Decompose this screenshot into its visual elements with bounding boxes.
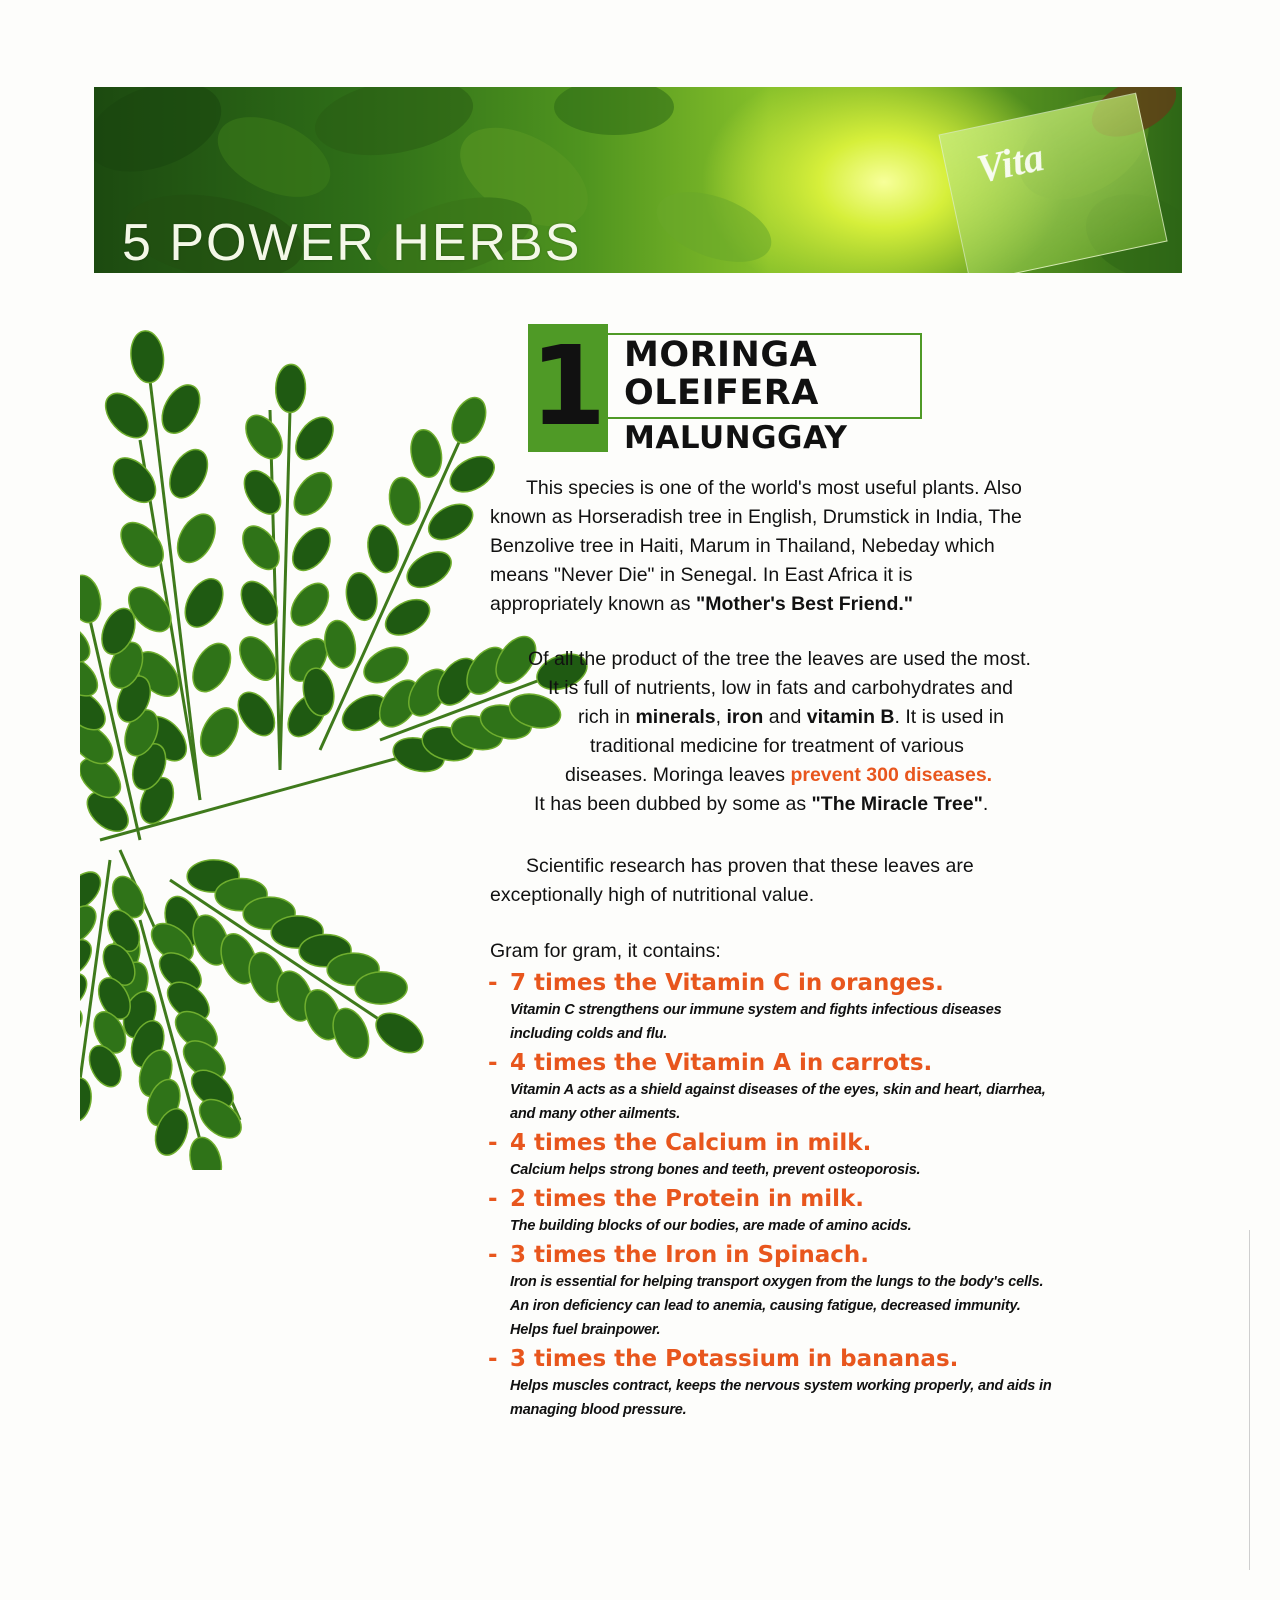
nutrition-facts-list — [488, 968, 1128, 1424]
fact-item — [488, 1184, 1128, 1238]
leaflet — [288, 410, 341, 466]
leaflet — [113, 515, 172, 575]
p2-line2: It is full of nutrients, low in fats and carbohydrates and — [548, 677, 1014, 699]
prevent-diseases-highlight: prevent 300 diseases. — [790, 764, 993, 786]
p3-line2: exceptionally high of nutritional value. — [490, 884, 815, 906]
fact-item — [488, 1344, 1128, 1422]
herb-number: 1 — [529, 322, 607, 450]
leaflet — [154, 379, 207, 440]
facts-intro: Gram for gram, it contains: — [490, 940, 721, 962]
fact-description: Vitamin C strengthens our immune system and fights infectious diseases including colds and flu. — [510, 1002, 1002, 1042]
herb-common-name: MALUNGGAY — [624, 420, 848, 456]
leaflet — [407, 427, 445, 480]
fact-description: Helps muscles contract, keeps the nervous system working properly, and aids in managing blood pressure. — [510, 1378, 1052, 1418]
leaflet — [343, 570, 381, 623]
fact-item — [488, 968, 1128, 1046]
leaflet — [178, 572, 231, 633]
leaflet — [445, 392, 492, 448]
fact-heading: - 4 times the Vitamin A in carrots. — [488, 1050, 933, 1076]
leaflet — [80, 1076, 94, 1123]
p2-line5: diseases. Moringa leaves prevent 300 diseases. — [565, 764, 993, 786]
leaflet — [275, 364, 306, 413]
leaflet — [369, 1005, 430, 1061]
leaflet — [128, 329, 166, 384]
fact-heading: - 3 times the Potassium in bananas. — [488, 1346, 959, 1372]
leaflet — [237, 464, 288, 520]
header-banner — [94, 87, 1182, 273]
fact-item — [488, 1128, 1128, 1182]
leaflet — [287, 466, 340, 522]
p2-line1: Of all the product of the tree the leaves are used the most. — [528, 648, 1031, 670]
leaflet — [364, 523, 402, 576]
leaflet — [355, 971, 408, 1004]
fact-heading: - 4 times the Calcium in milk. — [488, 1130, 872, 1156]
fact-heading: - 7 times the Vitamin C in oranges. — [488, 970, 944, 996]
p1-line3: Benzolive tree in Haiti, Marum in Thailand, Nebeday which — [490, 535, 995, 557]
p3-line1: Scientific research has proven that these leaves are — [526, 855, 974, 877]
leaflet — [285, 521, 338, 577]
leaflet — [235, 520, 286, 576]
p2-line4: traditional medicine for treatment of various — [590, 735, 964, 757]
fact-item — [488, 1048, 1128, 1126]
mothers-best-friend: "Mother's Best Friend." — [695, 593, 914, 615]
research-paragraph — [490, 852, 1090, 910]
banner-title: 5 POWER HERBS — [122, 214, 582, 272]
p1-line4: means "Never Die" in Senegal. In East Africa it is — [490, 564, 913, 586]
leaflet — [162, 443, 215, 504]
leaflet — [238, 409, 289, 465]
scan-edge-line — [1249, 1230, 1250, 1570]
leaflet — [386, 475, 424, 528]
leaflet — [80, 572, 105, 625]
herb-name-line1: MORINGA — [624, 335, 818, 375]
herb-name-line2: OLEIFERA — [624, 373, 819, 413]
leaflet — [231, 686, 282, 742]
fact-heading: - 3 times the Iron in Spinach. — [488, 1242, 870, 1268]
fact-item — [488, 1240, 1128, 1342]
p1-line1: This species is one of the world's most useful plants. Also — [526, 477, 1022, 499]
leaflet — [170, 508, 223, 569]
leaflet — [284, 576, 337, 632]
p1-line2: known as Horseradish tree in English, Drumstick in India, The — [490, 506, 1022, 528]
p1-line5-prefix: appropriately known as — [490, 593, 696, 615]
p2-line6: It has been dubbed by some as "The Miracle Tree". — [534, 793, 989, 815]
leaflet — [185, 637, 238, 698]
leaf-stem — [280, 410, 290, 770]
leaflet — [105, 450, 164, 510]
fact-description: Iron is essential for helping transport oxygen from the lungs to the body's cells. An iron deficiency can lead to anemia, causing fatigue, decreased immunity. Helps fuel brainpower. — [510, 1274, 1044, 1338]
fact-heading: - 2 times the Protein in milk. — [488, 1186, 865, 1212]
leaflet — [97, 385, 156, 445]
intro-paragraph — [490, 474, 1130, 619]
leaflet — [185, 1134, 226, 1170]
miracle-tree: "The Miracle Tree" — [811, 793, 983, 815]
leaflet — [321, 618, 359, 671]
fact-description: Vitamin A acts as a shield against diseases of the eyes, skin and heart, diarrhea, and many other ailments. — [510, 1082, 1046, 1122]
fact-description: The building blocks of our bodies, are made of amino acids. — [510, 1218, 912, 1234]
leaflet — [193, 702, 246, 763]
fact-description: Calcium helps strong bones and teeth, prevent osteoporosis. — [510, 1162, 921, 1178]
pack-brand-text: Vita — [972, 133, 1048, 192]
p2-line3: rich in minerals, iron and vitamin B. It is used in — [578, 706, 1004, 728]
